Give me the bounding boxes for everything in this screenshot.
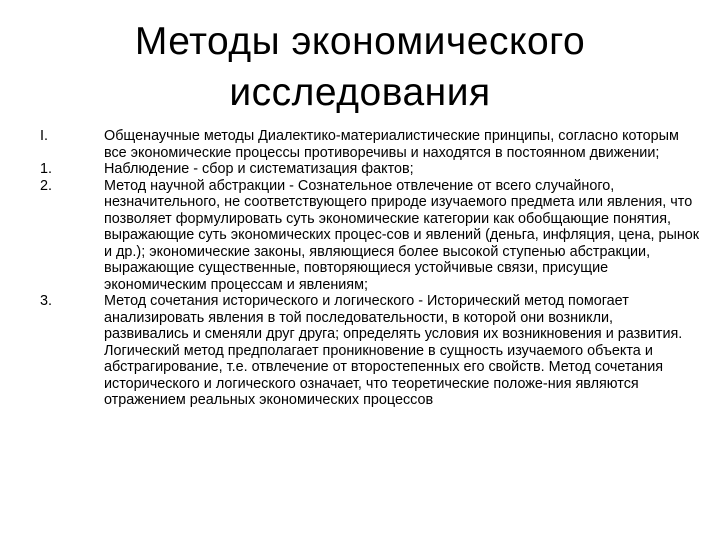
list-item [0,128,720,161]
list-item-marker: 3. [40,293,53,309]
list-item-text: Наблюдение - сбор и систематизация фактов; [104,161,414,177]
slide-title [60,16,660,118]
list-item-text: Общенаучные методы Диалектико-материалистические принципы, согласно которым все экономические процессы противоречивы и находятся в постоянном движении; [104,128,679,161]
methods-list [0,128,720,409]
slide-title-line-1: Методы экономического [134,20,586,63]
list-item-marker: I. [40,128,48,144]
list-item [0,293,720,409]
slide-title-line-2: исследования [229,71,491,114]
list-item-marker: 1. [40,161,53,177]
list-item [0,161,720,178]
list-item-text: Метод научной абстракции - Сознательное отвлечение от всего случайного, незначительного, не соответствующего природе изучаемого предмета или явления, что позволяет формулировать суть экономические категории как обобщающие понятия, выражающие суть экономических процес-сов и явлений (деньга, инфляция, цена, рынок и др.); экономические законы, являющиеся более высокой ступенью абстракции, выражающие существенные, повторяющиеся устойчивые связи, присущие экономическим процессам и явлениям; [104,177,700,293]
list-item-marker: 2. [40,177,53,194]
list-item-text: Метод сочетания исторического и логического - Исторический метод помогает анализировать явления в той последовательности, в которой они возникли, развивались и сменяли друг друга; определять условия их возникновения и развития. Логический метод предполагает проникновение в сущность изучаемого объекта и абстрагирование, т.е. отвлечение от второстепенных его свойств. Метод сочетания исторического и логического означает, что теоретические положе-ния являются отражением реальных экономических процессов [104,293,683,408]
list-item [0,178,720,294]
